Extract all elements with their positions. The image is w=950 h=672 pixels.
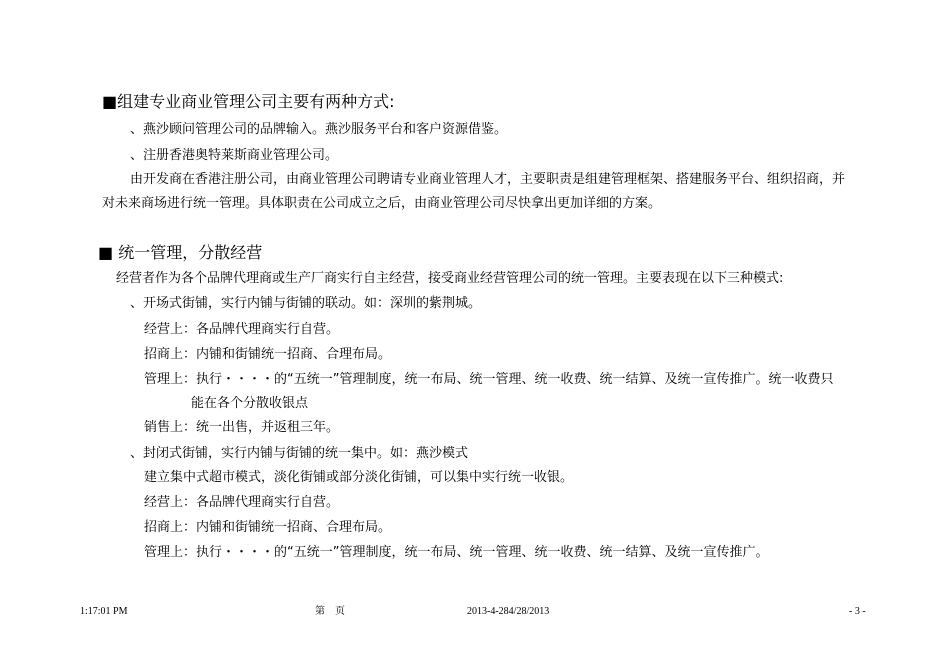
footer-date: 2013-4-284/28/2013 <box>467 606 550 617</box>
mode2-operation: 经营上：各品牌代理商实行自营。 <box>144 495 340 510</box>
section2-intro: 经营者作为各个品牌代理商或生产厂商实行自主经营，接受商业经营管理公司的统一管理。主要表现在以下三种模式: <box>116 271 784 286</box>
mode1-management-line1: 管理上：执行・・・・的“五统一”管理制度，统一布局、统一管理、统一收费、统一结算、及统一宣传推广。统一收费只 <box>144 372 834 387</box>
footer-page-number: - 3 - <box>849 606 866 617</box>
mode2-desc: 建立集中式超市模式，淡化街铺或部分淡化街铺，可以集中实行统一收银。 <box>144 470 574 485</box>
mode1-sales: 销售上：统一出售，并返租三年。 <box>144 420 340 435</box>
section1-item-1: 、燕沙顾问管理公司的品牌输入。燕沙服务平台和客户资源借鉴。 <box>130 122 508 137</box>
section1-paragraph-line2: 对未来商场进行统一管理。具体职责在公司成立之后，由商业管理公司尽快拿出更加详细的方案。 <box>102 196 662 211</box>
mode1-management-line2: 能在各个分散收银点 <box>191 396 309 411</box>
mode1-leasing: 招商上：内铺和街铺统一招商、合理布局。 <box>144 347 392 362</box>
mode2-management: 管理上：执行・・・・的“五统一”管理制度，统一布局、统一管理、统一收费、统一结算、及统一宣传推广。 <box>144 545 769 560</box>
mode2-leasing: 招商上：内铺和街铺统一招商、合理布局。 <box>144 520 392 535</box>
section1-item-2: 、注册香港奥特莱斯商业管理公司。 <box>130 148 339 163</box>
mode1-operation: 经营上：各品牌代理商实行自营。 <box>144 322 340 337</box>
footer-time: 1:17:01 PM <box>80 606 128 617</box>
section1-paragraph-line1: 由开发商在香港注册公司，由商业管理公司聘请专业商业管理人才，主要职责是组建管理框架、搭建服务平台、组织招商，并 <box>130 172 846 187</box>
mode2-title: 、封闭式街铺，实行内铺与街铺的统一集中。如：燕沙模式 <box>130 446 469 461</box>
section1-heading: ■组建专业商业管理公司主要有两种方式: <box>102 92 395 111</box>
section2-heading: ■ 统一管理，分散经营 <box>98 243 263 262</box>
footer-page-label: 第 页 <box>315 606 345 617</box>
mode1-title: 、开场式街铺，实行内铺与街铺的联动。如：深圳的紫荆城。 <box>130 296 482 311</box>
